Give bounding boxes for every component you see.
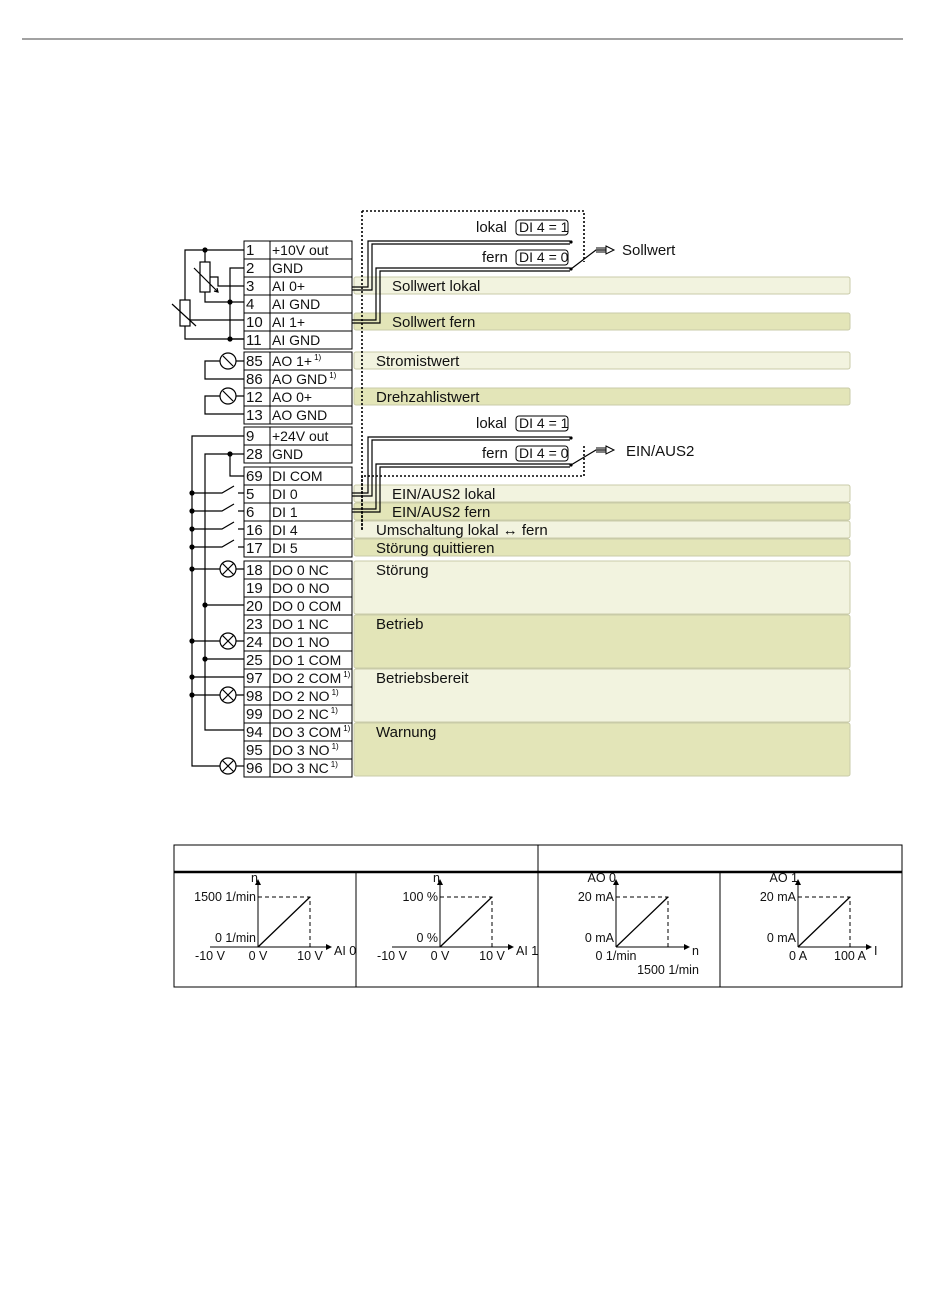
scaling-plot (578, 871, 699, 977)
terminal-name: AO 1+ (272, 353, 313, 369)
terminal-name: GND (272, 260, 304, 276)
terminal-19 (244, 579, 352, 597)
terminal-96 (244, 759, 352, 777)
plot-label: n (433, 871, 440, 885)
plot-label: -10 V (377, 949, 407, 963)
terminal-98 (244, 687, 352, 705)
terminal-18 (244, 561, 352, 579)
plot-label: 0 V (430, 949, 450, 963)
upper-fern-label: fern (482, 249, 508, 266)
terminal-number: 69 (246, 468, 263, 485)
plot-label: 100 A (834, 949, 866, 963)
terminal-name: AO 0+ (272, 389, 313, 405)
plot-label: n (692, 944, 699, 958)
plot-label: 0 V (248, 949, 268, 963)
scaling-plot (760, 871, 878, 963)
terminal-number: 95 (246, 742, 263, 759)
terminal-16 (244, 521, 352, 539)
function-band (354, 669, 850, 722)
terminal-95 (244, 741, 352, 759)
plot-label: 0 1/min (215, 931, 256, 945)
function-label: EIN/AUS2 lokal (392, 486, 496, 503)
plot-label: 1500 1/min (194, 890, 256, 904)
terminal-name: DI 1 (272, 504, 298, 520)
ein-aus2-output-label: EIN/AUS2 (626, 443, 695, 460)
terminal-20 (244, 597, 352, 615)
terminal-number: 1 (246, 242, 255, 259)
terminal-number: 23 (246, 616, 263, 633)
terminal-12 (244, 388, 352, 406)
terminal-name: DO 2 NC (272, 706, 329, 722)
terminal-number: 17 (246, 540, 263, 557)
lower-fern-label: fern (482, 445, 508, 462)
function-band (354, 503, 850, 521)
function-band (354, 388, 850, 406)
function-label: Warnung (376, 724, 437, 741)
function-label: Störung quittieren (376, 540, 495, 557)
function-band (354, 561, 850, 614)
terminal-3 (244, 277, 352, 295)
plot-label: 0 1/min (595, 949, 637, 963)
terminal-strip (244, 241, 352, 777)
plot-label: 0 mA (584, 931, 614, 945)
terminal-1 (244, 241, 352, 259)
terminal-number: 16 (246, 522, 263, 539)
terminal-name: DO 1 NC (272, 616, 329, 632)
scaling-table (174, 845, 902, 987)
sollwert-output-label: Sollwert (622, 242, 676, 259)
terminal-name: DO 1 NO (272, 634, 330, 650)
footnote-marker: 1) (314, 353, 322, 362)
terminal-2 (244, 259, 352, 277)
function-label: EIN/AUS2 fern (392, 504, 491, 521)
plot-label: 10 V (297, 949, 323, 963)
terminal-number: 6 (246, 504, 255, 521)
terminal-17 (244, 539, 352, 557)
terminal-94 (244, 723, 352, 741)
function-label: Betrieb (376, 616, 424, 633)
lower-lokal-condition: DI 4 = 1 (519, 415, 569, 431)
function-label: Störung (376, 562, 429, 579)
plot-label: 20 mA (577, 890, 614, 904)
terminal-9 (244, 427, 352, 445)
function-band (354, 313, 850, 331)
scaling-plot (194, 871, 356, 963)
terminal-number: 13 (246, 407, 263, 424)
terminal-number: 3 (246, 278, 255, 295)
scaling-plot (377, 871, 538, 963)
footnote-marker: 1) (330, 760, 338, 769)
function-band (354, 723, 850, 776)
plot-label: 0 A (788, 949, 808, 963)
plot-label: n (251, 871, 258, 885)
terminal-4 (244, 295, 352, 313)
function-band (354, 277, 850, 295)
terminal-10 (244, 313, 352, 331)
terminal-85 (244, 352, 352, 370)
function-label: Umschaltung lokal ↔ fern (376, 522, 548, 539)
external-wiring (172, 248, 244, 774)
terminal-number: 96 (246, 760, 263, 777)
plot-label: 20 mA (759, 890, 796, 904)
terminal-number: 20 (246, 598, 263, 615)
footnote-marker: 1) (343, 724, 351, 733)
terminal-name: DO 0 NC (272, 562, 329, 578)
plot-label: AO 0 (587, 871, 616, 885)
terminal-number: 28 (246, 446, 263, 463)
terminal-97 (244, 669, 352, 687)
terminal-name: AO GND (272, 407, 328, 423)
function-label: Betriebsbereit (376, 670, 469, 687)
lower-lokal-label: lokal (476, 415, 507, 432)
terminal-number: 25 (246, 652, 263, 669)
lower-fern-condition: DI 4 = 0 (519, 445, 569, 461)
plot-label: 0 mA (766, 931, 796, 945)
footnote-marker: 1) (329, 371, 337, 380)
terminal-number: 19 (246, 580, 263, 597)
terminal-name: AI GND (272, 332, 321, 348)
terminal-number: 12 (246, 389, 263, 406)
upper-lokal-condition: DI 4 = 1 (519, 219, 569, 235)
plot-label: AI 0 (334, 944, 357, 958)
terminal-name: DO 2 NO (272, 688, 330, 704)
terminal-24 (244, 633, 352, 651)
plot-label: 100 % (402, 890, 438, 904)
footnote-marker: 1) (330, 706, 338, 715)
terminal-6 (244, 503, 352, 521)
upper-fern-condition: DI 4 = 0 (519, 249, 569, 265)
terminal-name: DI 4 (272, 522, 298, 538)
terminal-name: GND (272, 446, 304, 462)
terminal-number: 18 (246, 562, 263, 579)
function-band (354, 521, 850, 539)
footnote-marker: 1) (331, 742, 339, 751)
terminal-5 (244, 485, 352, 503)
terminal-number: 24 (246, 634, 263, 651)
function-band (354, 539, 850, 557)
terminal-13 (244, 406, 352, 424)
function-label: Drehzahlistwert (376, 389, 480, 406)
terminal-99 (244, 705, 352, 723)
plot-label: AI 1 (516, 944, 539, 958)
footnote-marker: 1) (343, 670, 351, 679)
plot-label: -10 V (195, 949, 225, 963)
terminal-23 (244, 615, 352, 633)
terminal-number: 86 (246, 371, 263, 388)
terminal-name: DO 3 NC (272, 760, 329, 776)
function-band (354, 615, 850, 668)
sollwert-switch (352, 219, 676, 323)
terminal-number: 94 (246, 724, 263, 741)
terminal-86 (244, 370, 352, 388)
terminal-name: DI 5 (272, 540, 298, 556)
terminal-name: DO 3 NO (272, 742, 330, 758)
terminal-name: AI GND (272, 296, 321, 312)
upper-lokal-label: lokal (476, 219, 507, 236)
terminal-name: AO GND (272, 371, 328, 387)
function-label: Sollwert fern (392, 314, 476, 331)
plot-label: 1500 1/min (637, 963, 699, 977)
terminal-name: DO 0 NO (272, 580, 330, 596)
function-bands (354, 277, 850, 776)
terminal-name: DO 1 COM (272, 652, 342, 668)
terminal-69 (244, 467, 352, 485)
terminal-number: 11 (246, 332, 262, 349)
footnote-marker: 1) (331, 688, 339, 697)
terminal-number: 10 (246, 314, 263, 331)
terminal-11 (244, 331, 352, 349)
terminal-number: 98 (246, 688, 263, 705)
terminal-28 (244, 445, 352, 463)
function-label: Stromistwert (376, 353, 460, 370)
function-band (354, 485, 850, 503)
terminal-name: DI 0 (272, 486, 298, 502)
plot-label: 10 V (479, 949, 505, 963)
terminal-name: DI COM (272, 468, 323, 484)
terminal-number: 99 (246, 706, 263, 723)
terminal-name: DO 0 COM (272, 598, 342, 614)
terminal-number: 4 (246, 296, 255, 313)
plot-label: AO 1 (769, 871, 798, 885)
terminal-number: 9 (246, 428, 255, 445)
terminal-name: AI 0+ (272, 278, 306, 294)
terminal-name: DO 3 COM (272, 724, 342, 740)
terminal-name: DO 2 COM (272, 670, 342, 686)
terminal-number: 2 (246, 260, 255, 277)
plot-label: I (874, 944, 878, 958)
terminal-number: 97 (246, 670, 263, 687)
plot-label: 0 % (416, 931, 438, 945)
terminal-name: +10V out (272, 242, 329, 258)
terminal-name: AI 1+ (272, 314, 306, 330)
function-label: Sollwert lokal (392, 278, 481, 295)
function-band (354, 352, 850, 370)
terminal-number: 5 (246, 486, 255, 503)
terminal-number: 85 (246, 353, 263, 370)
terminal-25 (244, 651, 352, 669)
terminal-name: +24V out (272, 428, 329, 444)
